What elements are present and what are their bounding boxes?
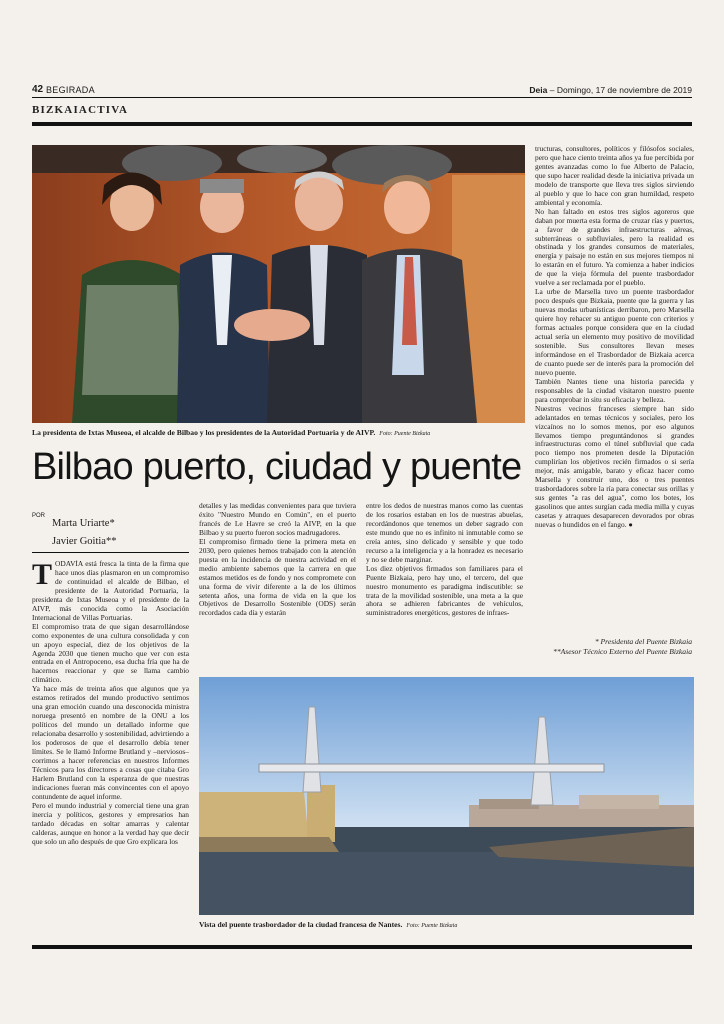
col1-para-2: El compromiso trata de que sigan desarrollándose como exponentes de una cultura consolidada y con un apoyo especial, diez de los objetivos de la Agenda 2030 que tienen mucho que ver con esta entrada en el Antropoceno, esa ducha fría que ha de hacernos reaccionar y que se llama cambio climático.: [32, 621, 189, 685]
col2-para-1: detalles y las medidas convenientes para que tuviera éxito "Nuestro Mundo en Común", en el puerto francés de Le Havre se creó la AIVP, en la que Bilbao y su puerto fueron socios madrugadores.: [199, 502, 356, 537]
byline-author1: Marta Uriarte*: [52, 518, 115, 529]
issue-date: – Domingo, 17 de noviembre de 2019: [549, 85, 692, 95]
supplement-rule: [32, 122, 692, 126]
header-rule: [32, 97, 692, 98]
footnote-1: * Presidenta del Puente Bizkaia: [594, 637, 692, 646]
top-photo: [32, 145, 525, 423]
section-name: BEGIRADA: [46, 85, 95, 95]
col4-para-3: La urbe de Marsella tuvo un puente trasbordador poco después que Bizkaia, puente que la guerra y las nuevas modas urbanísticas derribaron, pero Marsella quiere hoy rehacer su antiguo puente con criterios y formas actuales porque considera que en la ciudad actual sería un elemento muy positivo de movilidad sostenible. Sus consultores llevan meses informándose en el Trasbordador de Bizkaia acerca de cuanto puede ser de interés para la promoción del nuevo puente.: [535, 287, 694, 377]
col1-para-4: Pero el mundo industrial y comercial tiene una gran inercia y políticos, gestores y empresarios han tardado décadas en soltar amarras y calentar calderas, aunque en honor a la verdad hay que decir que solo un año después de que Gro explicara los: [32, 800, 189, 846]
page-number: 42: [32, 84, 44, 95]
top-photo-caption-text: La presidenta de Ixtas Museoa, el alcalde de Bilbao y los presidentes de la Autoridad Portuaria y de AIVP.: [32, 428, 376, 437]
byline: [32, 513, 192, 549]
col3-para-1: entre los dedos de nuestras manos como las cuentas de los rosarios estaban en los de nuestras abuelas, recordándonos que tenemos un deber sagrado con este mundo que no es infinito ni inmutable como se creía antes, sino delicado y sensible y que todo recurso a la inteligencia y a la honradez es necesario y no se debe marginar.: [366, 502, 523, 564]
headline: Bilbao puerto, ciudad y puente: [32, 446, 522, 488]
col4-para-4: También Nantes tiene una historia parecida y responsables de la ciudad visitaron nuestro puente para comprobar in situ su eficacia y belleza.: [535, 376, 694, 404]
bottom-photo-caption-text: Vista del puente trasbordador de la ciudad francesa de Nantes.: [199, 920, 403, 929]
footer-rule: [32, 945, 692, 949]
footnote-2: **Asesor Técnico Externo del Puente Bizkaia: [553, 647, 692, 656]
handshake-photo-image: [32, 145, 525, 423]
col2-para-2: El compromiso firmado tiene la primera meta en 2030, pero quienes hemos trabajado con la atención puesta en la incidencia de nuestra actividad en el medio ambiente sabemos que la carrera en que estamos metidos es de fondo y nos compromete con una forma de vivir diferente a la de los últimos setenta años, una forma de vida en la que los Objetivos de Desarrollo Sostenible (ODS) serán recordados cada día y estarán: [199, 536, 356, 618]
article-column-1: [32, 560, 189, 940]
supplement-name: BIZKAIACTIVA: [32, 104, 129, 116]
article-column-4: [535, 145, 694, 635]
byline-author2: Javier Goitia**: [52, 536, 117, 547]
paper-date: [529, 85, 692, 95]
article-column-3: [366, 502, 523, 657]
byline-rule: [32, 552, 189, 553]
bottom-photo: [199, 677, 694, 915]
bottom-photo-credit: Foto: Puente Bizkaia: [406, 923, 458, 929]
transporter-bridge-photo-image: [199, 677, 694, 915]
bottom-photo-caption: [199, 920, 694, 929]
col4-para-1: tructuras, consultores, políticos y filósofos sociales, pero que hace ciento treinta años ya fue percibida por gentes avanzadas como lo fue Alberto de Palacio, que supo hacer realidad desde la iniciativa privada un modelo de transporte que lleva tres siglos sirviendo al pueblo y que lo hace con gran humildad, respeto ambiental y economía.: [535, 145, 694, 207]
col3-para-2: Los diez objetivos firmados son familiares para el Puente Bizkaia, pero hay uno, el tercero, del que nuestro monumento es paradigma indiscutible: se trata de la movilidad sostenible, una meta a la que ahora se adhieren fabricantes de vehículos, suministradores energéticos, gestores de infraes-: [366, 563, 523, 618]
drop-cap: T: [32, 560, 53, 591]
top-photo-caption: [32, 428, 532, 437]
col1-para-3: Ya hace más de treinta años que algunos que ya estamos retirados del mundo productivo sentimos una gran emoción cuando una desconocida ministra noruega presentó en nombre de la ONU a los políticos del mundo un detallado informe que relacionaba desarrollo y sostenibilidad, advirtiendo a los poderosos de que el desarrollo debía tener límites. Se le llamó Informe Brutland y –nerviosos– corrimos a hacer referencias en nuestros Informes Técnicos para los directores a cosas que citaba Gro Harlem Brutland con la esperanza de que nuestras indicaciones fueran más convincentes con el apoyo contundente de aquel informe.: [32, 684, 189, 801]
col4-para-2: No han faltado en estos tres siglos agoreros que daban por muerta esta forma de cruzar rías y puertos, a favor de grandes infraestructuras aéreas, subterráneas o subfluviales, pero la realidad es obstinada y los grandes consumos de materiales, energía y paisaje no están en sus mejores tiempos ni lo estarán en el futuro. Ya comienza a haber indicios de que la vieja fórmula del puente trasbordador vuelve a ser reclamada por el pueblo.: [535, 206, 694, 288]
top-photo-credit: Foto: Puente Bizkaia: [379, 431, 431, 437]
col1-para-1: ODAVÍA está fresca la tinta de la firma que hace unos días plasmaron en un compromiso de continuidad el alcalde de Bilbao, el presidente de la Autoridad Portuaria, la presidenta de Ixtas Museoa y el presidente de la AIVP, más conocida como la Asociación Internacional de Villas Portuarias.: [32, 560, 189, 622]
paper-name: Deia: [529, 85, 548, 95]
byline-por: POR: [32, 513, 46, 519]
article-column-2: [199, 502, 356, 657]
col4-para-5: Nuestros vecinos franceses siempre han sido adelantados en temas técnicos y sociales, pero los vizcaínos no lo somos menos, por eso algunos llevamos tiempo preguntándonos si grandes infraestructuras como el túnel subfluvial que cada poco tiempo nos prometen desde la Diputación cumplirían los objetivos recién firmados o si sería mejor, más amigable, barato y eficaz hacer como Marsella y construir uno, dos o tres puentes trasbordadores sobre la ría para conectar sus orillas y sus gentes "a ras del agua", como los botes, los gasolinos que antes surgían cada media milla y cuyas casetas y atraques desaparecen devorados por obras nuevas o hundidos en el fango. ●: [535, 403, 694, 530]
